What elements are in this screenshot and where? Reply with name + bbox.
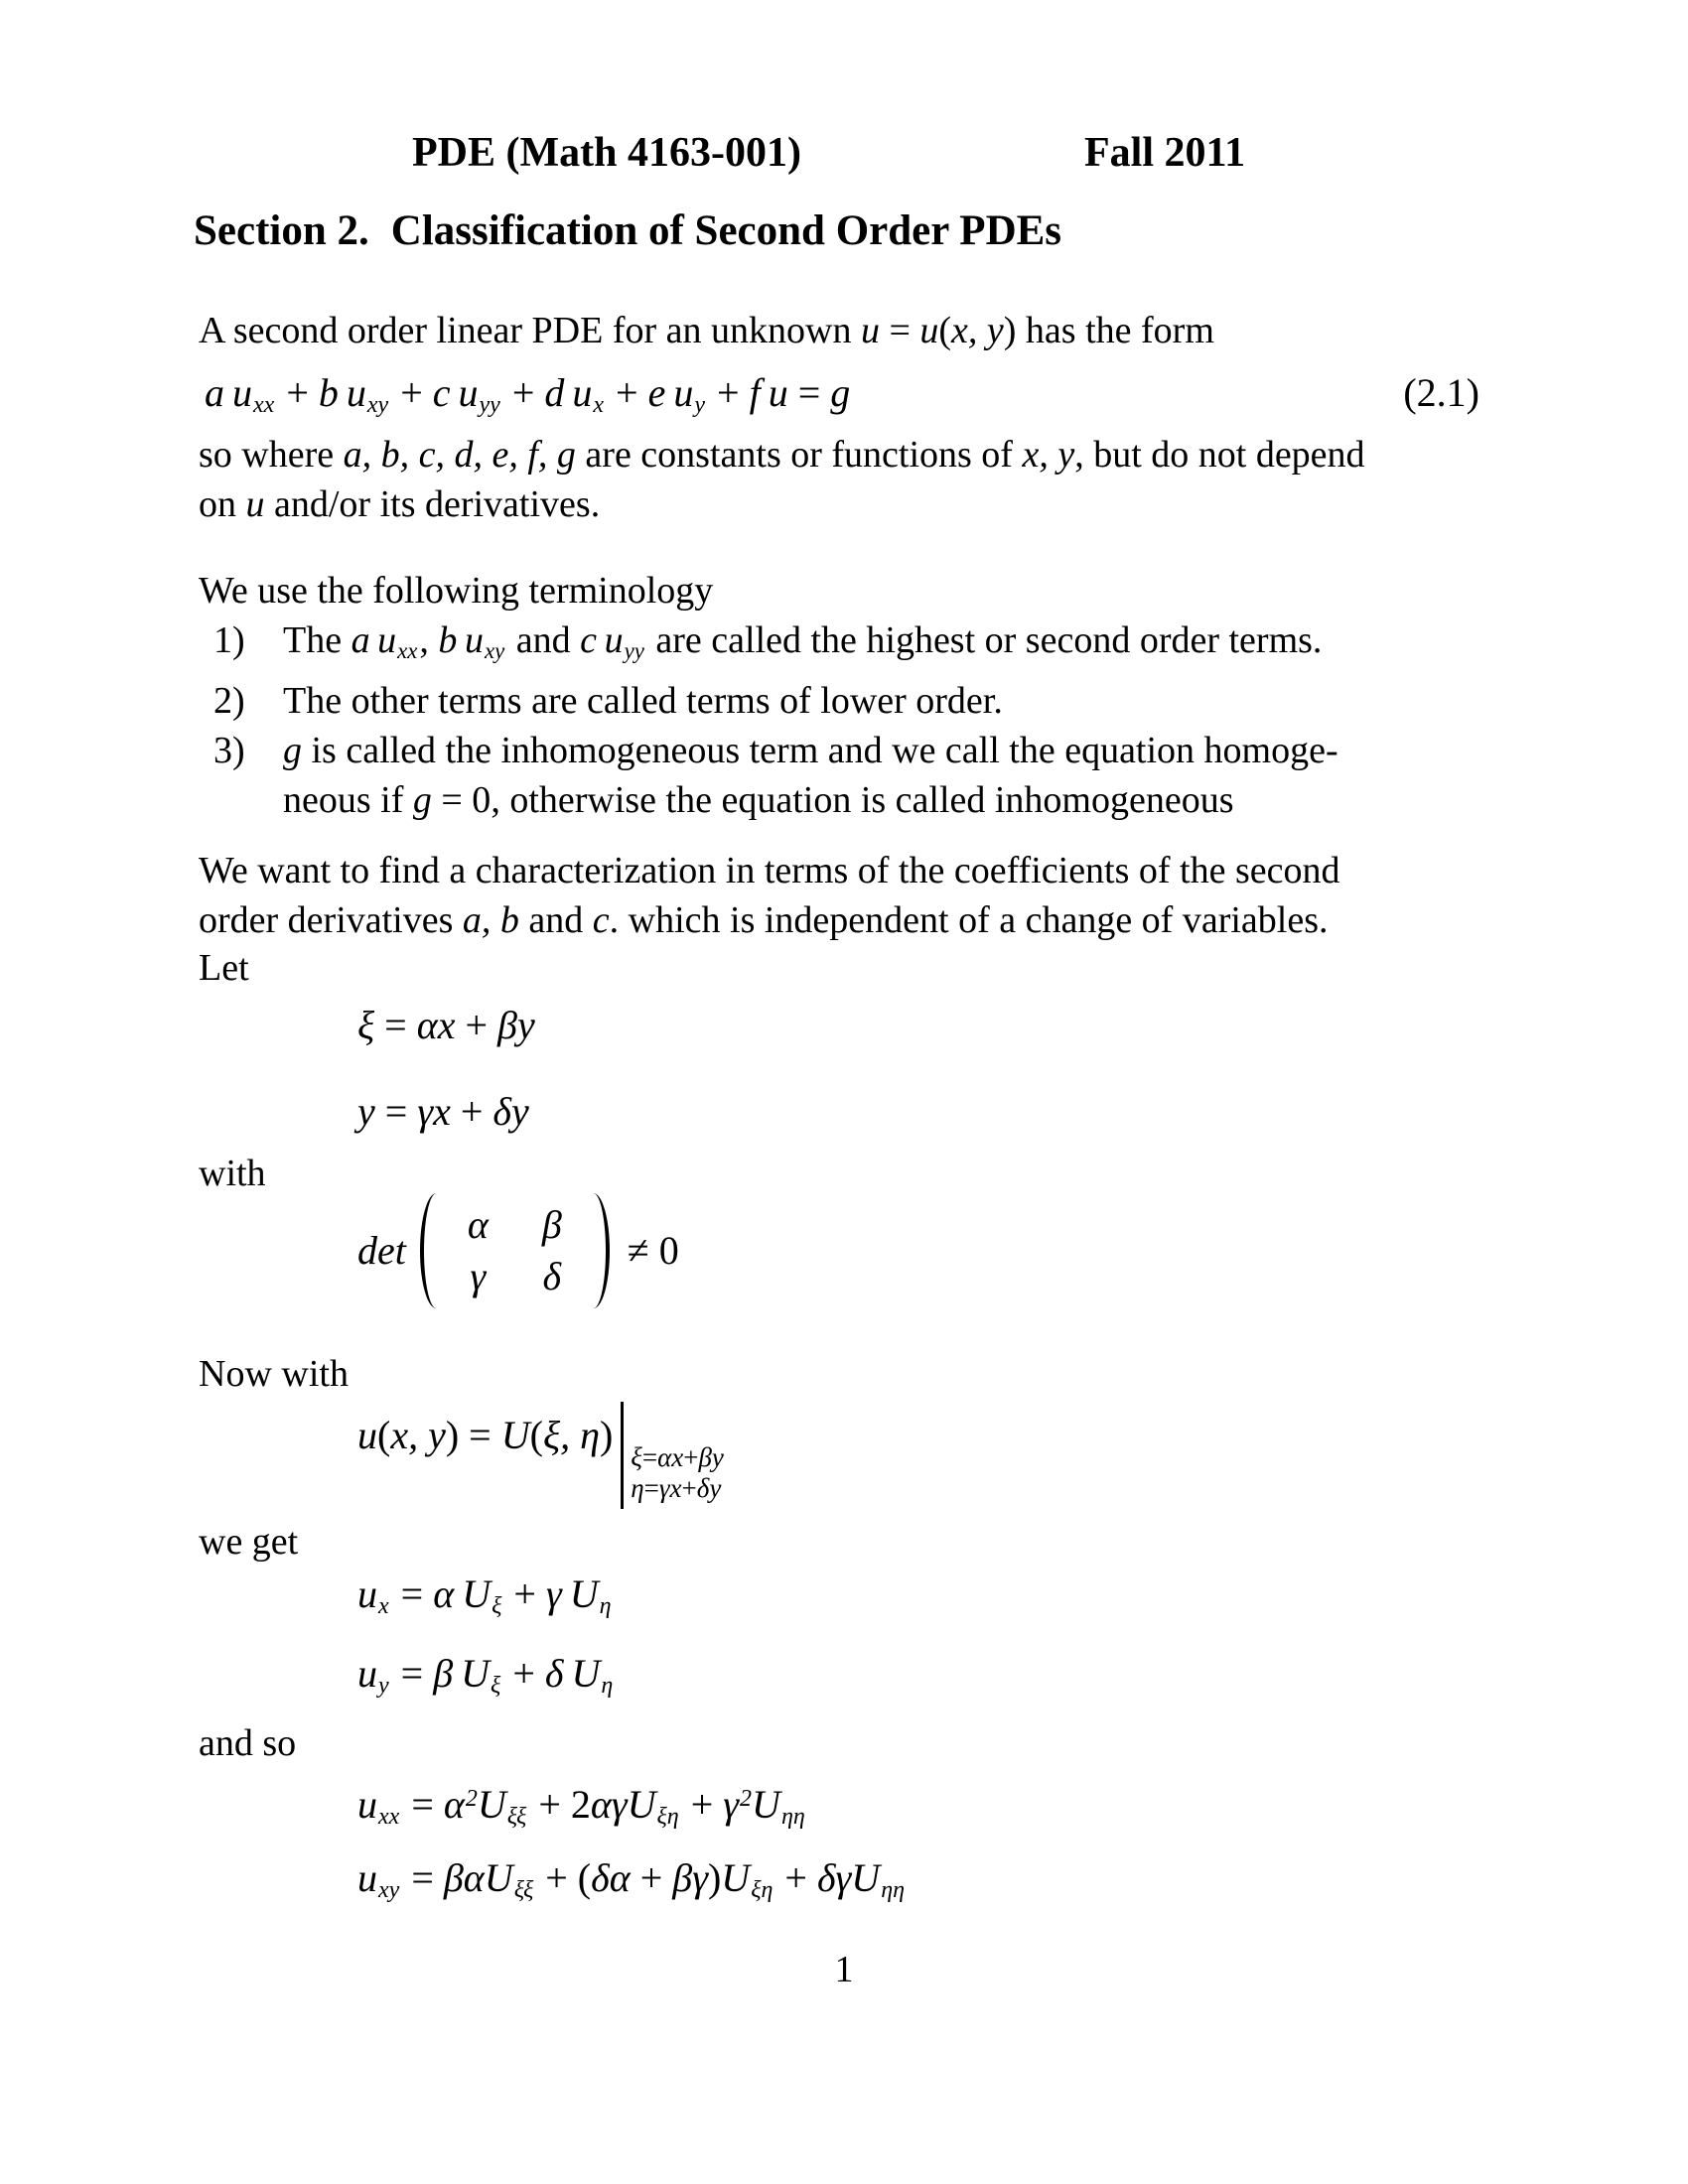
coefficient-matrix [450, 1203, 580, 1298]
paragraph-andso: and so [199, 1722, 297, 1764]
paragraph-wewant-line3: Let [199, 947, 249, 989]
paragraph-weget: we get [199, 1521, 299, 1563]
display-equation-xi: ξ = αx + βy [357, 1003, 535, 1047]
display-equation-2-1 [199, 367, 1494, 431]
evaluated-at-bar [621, 1402, 624, 1509]
list-item-1-number: 1) [213, 619, 245, 661]
list-item-3-text-line1: g is called the inhomogeneous term and we call the equation homoge- [283, 729, 1338, 771]
left-paren [420, 1193, 450, 1308]
header-term: Fall 2011 [1084, 130, 1246, 176]
equation-number: (2.1) [1403, 370, 1479, 415]
paragraph-nowwith: Now with [199, 1353, 349, 1395]
list-item-1 [199, 615, 1338, 676]
section-title: Classification of Second Order PDEs [390, 207, 1062, 254]
list-item-2 [199, 676, 1338, 726]
display-equation-uy: uy = β Uξ + δ Uη [357, 1651, 614, 1699]
matrix-cell-a21: γ [470, 1254, 487, 1298]
display-equation-uxy: uxy = βαUξξ + (δα + βγ)Uξη + δγUηη [357, 1855, 905, 1903]
matrix-cell-a11: α [467, 1202, 489, 1247]
paragraph-sowhere-line2: on u and/or its derivatives. [199, 483, 601, 525]
list-item-3-number: 3) [213, 729, 245, 771]
display-equation-ux: ux = α Uξ + γ Uη [357, 1571, 612, 1619]
paragraph-with: with [199, 1153, 266, 1194]
paragraph-wewant-line1: We want to find a characterization in terms of the coefficients of the second [199, 850, 1340, 891]
det-condition: ≠ 0 [627, 1228, 679, 1273]
evaluated-at-conditions [631, 1442, 724, 1504]
paragraph-wewant-line2: order derivatives a, b and c. which is independent of a change of variables. [199, 899, 1329, 941]
list-item-2-text: The other terms are called terms of lower order. [283, 679, 1003, 722]
display-equation-det [357, 1193, 679, 1308]
equation-2-1-body: a uxx + b uxy + c uyy + d ux + e uy + f u = g [205, 370, 851, 418]
page-number: 1 [834, 1949, 854, 1990]
list-item-3-text-line2: neous if g = 0, otherwise the equation is called inhomogeneous [283, 778, 1234, 821]
paragraph-sowhere-line1: so where a, b, c, d, e, f, g are constants or functions of x, y, but do not depend [199, 434, 1365, 476]
condition-xi: ξ=αx+βy [631, 1442, 724, 1472]
terminology-list [199, 615, 1338, 825]
list-item-2-number: 2) [213, 679, 245, 722]
substitution-main: u(x, y) = U(ξ, η) [357, 1413, 614, 1457]
section-heading [194, 207, 1061, 255]
header-course: PDE (Math 4163-001) [412, 130, 801, 176]
list-item-3 [199, 726, 1338, 825]
right-paren [580, 1193, 610, 1308]
display-equation-uxx: uxx = $\alpha^2U\xi\xi + 2\alpha\gamma U\xi\eta + \gamma^2U\eta\eta$ [357, 1782, 805, 1830]
paragraph-terminology: We use the following terminology [199, 570, 714, 612]
display-equation-substitution [357, 1410, 724, 1517]
det-operator: det [357, 1228, 406, 1273]
condition-eta: η=γx+δy [631, 1473, 722, 1503]
section-number: Section 2. [194, 207, 369, 254]
matrix-cell-a22: δ [542, 1254, 562, 1298]
list-item-1-text: The a uxx, b uxy and c uyy are called the highest or second order terms. [283, 619, 1323, 663]
display-equation-y: y = γx + δy [357, 1089, 529, 1134]
paragraph-intro: A second order linear PDE for an unknown u = u(x, y) has the form [199, 310, 1214, 351]
matrix-cell-a12: β [541, 1202, 562, 1247]
